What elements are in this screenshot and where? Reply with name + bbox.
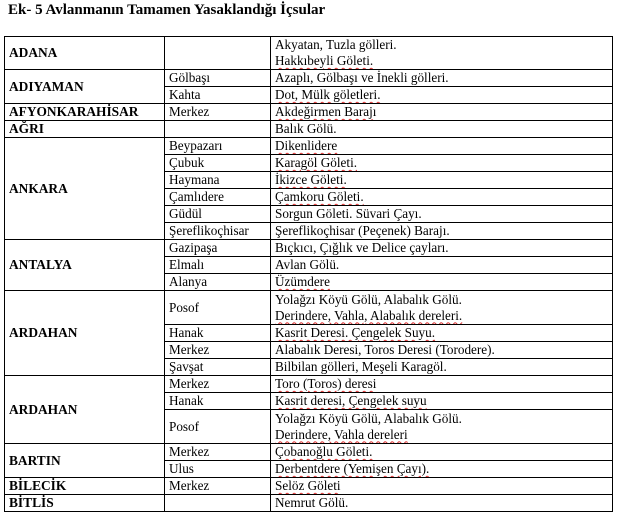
district-cell: Kahta [165,87,271,104]
district-cell: Güdül [165,206,271,223]
page-title: Ek- 5 Avlanmanın Tamamen Yasaklandığı İçsular [8,2,326,18]
place-cell: Çobanoğlu Göleti. [271,444,613,461]
district-cell: Merkez [165,104,271,121]
place-cell: Sorgun Göleti. Süvari Çayı. [271,206,613,223]
district-cell: Beypazarı [165,138,271,155]
province-cell: BİTLİS [5,495,165,512]
table-row [5,138,613,155]
place-cell: Bıçkıcı, Çığlık ve Delice çayları. [271,240,613,257]
place-cell: Avlan Gölü. [271,257,613,274]
province-cell: BARTIN [5,444,165,478]
place-cell: İkizce Göleti. [271,172,613,189]
place-cell: Karagöl Göleti. [271,155,613,172]
district-cell: Hanak [165,325,271,342]
place-cell: Dikenlidere [271,138,613,155]
province-cell: BİLECİK [5,478,165,495]
district-cell: Ulus [165,461,271,478]
place-cell [271,410,613,444]
place-cell: Çamkoru Göleti. [271,189,613,206]
place-line: Yolağzı Köyü Gölü, Alabalık Gölü. [275,410,462,426]
place-cell [271,37,613,70]
place-cell: Bilbilan gölleri, Meşeli Karagöl. [271,359,613,376]
district-cell: Hanak [165,393,271,410]
place-cell: Kasrit deresi, Çengelek suyu [271,393,613,410]
place-cell [271,291,613,325]
district-cell: Elmalı [165,257,271,274]
table-row [5,444,613,461]
place-line: Hakkıbeyli Göleti. [275,53,374,68]
place-line: Derindere, Vahla, Alabalık dereleri. [275,307,463,323]
district-cell [165,37,271,70]
province-cell: ADIYAMAN [5,70,165,104]
place-cell: Kasrit Deresi. Çengelek Suyu. [271,325,613,342]
place-cell: Dot, Mülk göletleri. [271,87,613,104]
place-line: Derindere, Vahla dereleri [275,426,408,442]
district-cell: Haymana [165,172,271,189]
district-cell: Şereflikoçhisar [165,223,271,240]
district-cell: Merkez [165,342,271,359]
table-row [5,478,613,495]
table-row [5,376,613,393]
table-row [5,240,613,257]
place-cell: Balık Gölü. [271,121,613,138]
province-cell: ANKARA [5,138,165,240]
place-cell: Selöz Göleti [271,478,613,495]
district-cell: Merkez [165,376,271,393]
province-cell: AĞRI [5,121,165,138]
district-cell: Şavşat [165,359,271,376]
district-cell: Gazipaşa [165,240,271,257]
table-row [5,495,613,512]
table-row [5,70,613,87]
district-cell: Çamlıdere [165,189,271,206]
place-cell: Alabalık Deresi, Toros Deresi (Torodere). [271,342,613,359]
district-cell: Merkez [165,478,271,495]
table-row [5,37,613,70]
district-cell: Gölbaşı [165,70,271,87]
restricted-waters-table [4,36,613,512]
place-cell: Toro (Toros) deresi [271,376,613,393]
place-line: Akyatan, Tuzla gölleri. [275,37,397,52]
place-line: Yolağzı Köyü Gölü, Alabalık Gölü. [275,291,462,307]
district-cell: Merkez [165,444,271,461]
place-cell: Nemrut Gölü. [271,495,613,512]
place-cell: Akdeğirmen Barajı [271,104,613,121]
place-cell: Şereflikoçhisar (Peçenek) Barajı. [271,223,613,240]
district-cell: Posof [165,291,271,325]
place-cell: Derbentdere (Yemişen Çayı). [271,461,613,478]
place-cell: Azaplı, Gölbaşı ve İnekli gölleri. [271,70,613,87]
district-cell: Alanya [165,274,271,291]
province-cell: ARDAHAN [5,291,165,376]
district-cell [165,121,271,138]
province-cell: AFYONKARAHİSAR [5,104,165,121]
place-cell: Üzümdere [271,274,613,291]
province-cell: ADANA [5,37,165,70]
table-row [5,104,613,121]
province-cell: ANTALYA [5,240,165,291]
district-cell: Posof [165,410,271,444]
table-row [5,291,613,325]
province-cell: ARDAHAN [5,376,165,444]
table-row [5,121,613,138]
district-cell [165,495,271,512]
district-cell: Çubuk [165,155,271,172]
